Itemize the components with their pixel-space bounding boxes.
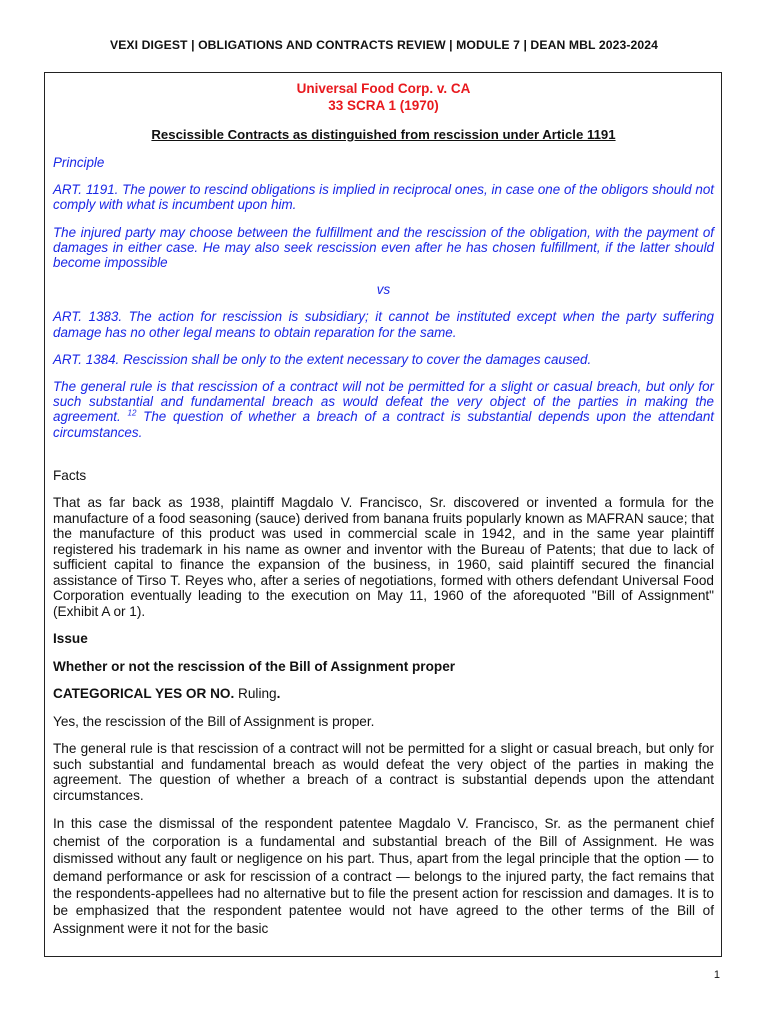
ruling-label-rest: Ruling (234, 686, 277, 702)
general-rule-text-a: The general rule is that rescission of a contract will not be permitted for a slight or casual breach, but only for such substantial and fundamental breach as would defeat the very object of the parties in making the agreement. (53, 379, 714, 425)
page-number: 1 (713, 969, 720, 981)
ruling-heading: CATEGORICAL YES OR NO. Ruling. (53, 686, 281, 702)
versus-text: vs (376, 282, 391, 298)
facts-heading: Facts (53, 467, 87, 483)
case-subject: Rescissible Contracts as distinguished from rescission under Article 1191 (151, 127, 616, 142)
case-title: Universal Food Corp. v. CA (296, 81, 471, 96)
art-1383-text: ART. 1383. The action for rescission is subsidiary; it cannot be instituted except when the party suffering damage has no other legal means to obtain reparation for the same. (53, 309, 714, 340)
running-header: VEXI DIGEST | OBLIGATIONS AND CONTRACTS REVIEW | MODULE 7 | DEAN MBL 2023-2024 (109, 38, 659, 52)
case-digest-box (44, 72, 722, 957)
issue-heading: Issue (53, 631, 88, 647)
principle-heading: Principle (53, 155, 105, 170)
art-1191-text: ART. 1191. The power to rescind obligations is implied in reciprocal ones, in case one of the obligors should not comply with what is incumbent upon him. (53, 182, 714, 213)
facts-text: That as far back as 1938, plaintiff Magdalo V. Francisco, Sr. discovered or invented a formula for the manufacture of a food seasoning (sauce) derived from banana fruits popularly known as MAFRAN sauce; that the manufacture of this product was used in commercial scale in 1942, and in the same year plaintiff registered his trademark in his name as owner and inventor with the Bureau of Patents; that due to lack of sufficient capital to finance the expansion of the business, in 1960, said plaintiff secured the financial assistance of Tirso T. Reyes who, after a series of negotiations, formed with others defendant Universal Food Corporation eventually leading to the execution on May 11, 1960 of the aforequoted "Bill of Assignment" (Exhibit A or 1). (53, 495, 714, 619)
ruling-paragraph-2: In this case the dismissal of the respondent patentee Magdalo V. Francisco, Sr. as the permanent chief chemist of the corporation is a fundamental and substantial breach of the Bill of Assignment. He was dismissed without any fault or negligence on his part. Thus, apart from the legal principle that the option — to demand performance or ask for rescission of a contract — belongs to the injured party, the fact remains that the respondents-appellees had no alternative but to file the present action for rescission and damages. It is to be emphasized that the respondent patentee would not have agreed to the other terms of the Bill of Assignment were it not for the basic (53, 816, 714, 936)
general-rule-text-b: The question of whether a breach of a contract is substantial depends upon the attendant circumstances. (53, 409, 714, 440)
ruling-paragraph-1: The general rule is that rescission of a contract will not be permitted for a slight or casual breach, but only for such substantial and fundamental breach as would defeat the very object of the parties in making the agreement. The question of whether a breach of a contract is substantial depends upon the attendant circumstances. (53, 741, 714, 803)
footnote-marker: 12 (127, 408, 137, 418)
issue-question: Whether or not the rescission of the Bill of Assignment proper (53, 658, 456, 674)
injured-party-text: The injured party may choose between the fulfillment and the rescission of the obligation, with the payment of damages in either case. He may also seek rescission even after he has chosen fulfillment, if the latter should become impossible (53, 224, 714, 271)
general-rule-principle (53, 379, 714, 440)
ruling-label-bold: CATEGORICAL YES OR NO. (53, 686, 235, 702)
art-1384-text: ART. 1384. Rescission shall be only to the extent necessary to cover the damages caused. (53, 351, 592, 367)
ruling-answer: Yes, the rescission of the Bill of Assignment is proper. (53, 713, 375, 729)
case-citation: 33 SCRA 1 (1970) (328, 98, 439, 113)
